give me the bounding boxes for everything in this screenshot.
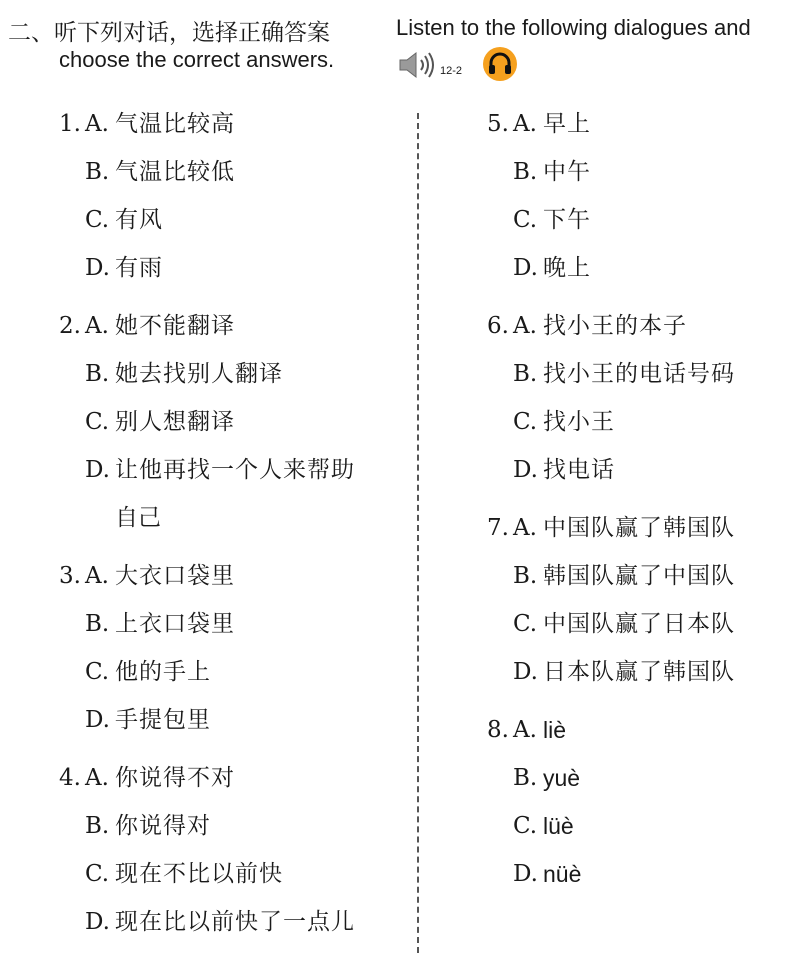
option-row[interactable] xyxy=(487,148,787,196)
option-text: 现在比以前快了一点儿 xyxy=(115,909,355,935)
option-letter: C. xyxy=(85,659,110,685)
option-row[interactable] xyxy=(487,600,787,648)
option-letter: A. xyxy=(85,111,109,137)
option-letter: D. xyxy=(85,457,110,483)
section-title-english-line2: choose the correct answers. xyxy=(59,47,335,72)
option-row[interactable] xyxy=(487,754,787,802)
option-row[interactable] xyxy=(59,100,409,148)
option-row[interactable] xyxy=(59,552,409,600)
question-number: 2. xyxy=(59,313,81,339)
column-divider xyxy=(417,113,419,953)
option-row[interactable] xyxy=(59,302,409,350)
option-row[interactable] xyxy=(59,754,409,802)
question-4 xyxy=(59,754,409,946)
option-text: 现在不比以前快 xyxy=(115,861,283,887)
option-text: 气温比较高 xyxy=(115,111,235,137)
option-text: 中国队赢了日本队 xyxy=(543,611,735,637)
section-header xyxy=(8,10,798,88)
track-number: 12-2 xyxy=(440,65,463,77)
option-letter: C. xyxy=(85,861,110,887)
question-7 xyxy=(487,504,787,696)
option-row[interactable] xyxy=(487,552,787,600)
option-row[interactable] xyxy=(487,244,787,292)
option-text: liè xyxy=(543,717,567,743)
option-letter: A. xyxy=(513,313,537,339)
option-letter: D. xyxy=(85,255,110,281)
left-column xyxy=(59,100,409,946)
option-text: 她去找别人翻译 xyxy=(115,361,283,387)
option-text: 有雨 xyxy=(115,255,163,281)
option-text: 中国队赢了韩国队 xyxy=(543,515,735,541)
option-text: 上衣口袋里 xyxy=(115,611,235,637)
option-letter: C. xyxy=(513,813,538,839)
option-row[interactable] xyxy=(59,398,409,446)
option-row-continuation[interactable] xyxy=(59,494,409,542)
option-letter: B. xyxy=(85,611,110,637)
option-row[interactable] xyxy=(487,648,787,696)
option-text: 找小王的本子 xyxy=(543,313,687,339)
option-text: 大衣口袋里 xyxy=(115,563,235,589)
speaker-icon[interactable] xyxy=(397,50,437,80)
option-row[interactable] xyxy=(59,196,409,244)
section-title-english-line1: Listen to the following dialogues and xyxy=(396,15,751,40)
option-letter: D. xyxy=(85,707,110,733)
option-letter: D. xyxy=(513,255,538,281)
option-letter: A. xyxy=(513,717,537,743)
option-letter: A. xyxy=(85,563,109,589)
option-text: 找小王的电话号码 xyxy=(543,361,735,387)
option-row[interactable] xyxy=(487,350,787,398)
question-6 xyxy=(487,302,787,494)
option-letter: B. xyxy=(85,813,110,839)
option-text: 他的手上 xyxy=(115,659,211,685)
option-text: 找电话 xyxy=(543,457,615,483)
option-row[interactable] xyxy=(487,850,787,898)
option-text: 韩国队赢了中国队 xyxy=(543,563,735,589)
option-letter: C. xyxy=(85,409,110,435)
question-number: 1. xyxy=(59,111,81,137)
question-number: 5. xyxy=(487,111,509,137)
question-number: 3. xyxy=(59,563,81,589)
option-letter: C. xyxy=(513,409,538,435)
option-row[interactable] xyxy=(487,504,787,552)
option-row[interactable] xyxy=(487,100,787,148)
question-8 xyxy=(487,706,787,898)
option-row[interactable] xyxy=(487,196,787,244)
option-text: 让他再找一个人来帮助 xyxy=(115,457,355,483)
option-letter: B. xyxy=(513,765,538,791)
option-text: 气温比较低 xyxy=(115,159,235,185)
option-row[interactable] xyxy=(59,696,409,744)
question-3 xyxy=(59,552,409,744)
option-letter: B. xyxy=(513,361,538,387)
option-text: nüè xyxy=(543,861,582,887)
option-text: yuè xyxy=(543,765,581,791)
option-letter: A. xyxy=(85,313,109,339)
option-letter: C. xyxy=(513,207,538,233)
option-letter: D. xyxy=(85,909,110,935)
option-text: 你说得对 xyxy=(115,813,211,839)
section-title-chinese: 二、听下列对话，选择正确答案 xyxy=(8,20,330,46)
option-row[interactable] xyxy=(59,244,409,292)
question-number: 4. xyxy=(59,765,81,791)
option-text: 别人想翻译 xyxy=(115,409,235,435)
option-text: 晚上 xyxy=(543,255,591,281)
option-text: 有风 xyxy=(115,207,163,233)
option-text: 中午 xyxy=(543,159,591,185)
option-text: 手提包里 xyxy=(115,707,211,733)
option-letter: C. xyxy=(513,611,538,637)
option-letter: D. xyxy=(513,861,538,887)
option-text-continuation: 自己 xyxy=(115,505,161,531)
question-5 xyxy=(487,100,787,292)
option-letter: A. xyxy=(513,515,537,541)
option-row[interactable] xyxy=(59,898,409,946)
option-row[interactable] xyxy=(59,350,409,398)
question-number: 6. xyxy=(487,313,509,339)
option-row[interactable] xyxy=(59,850,409,898)
option-letter: D. xyxy=(513,457,538,483)
audio-track[interactable] xyxy=(397,46,532,84)
option-row[interactable] xyxy=(59,446,409,494)
right-column xyxy=(487,100,787,898)
option-letter: A. xyxy=(513,111,537,137)
option-text: lüè xyxy=(543,813,574,839)
option-letter: B. xyxy=(85,159,110,185)
option-row[interactable] xyxy=(59,648,409,696)
option-letter: D. xyxy=(513,659,538,685)
option-text: 她不能翻译 xyxy=(115,313,235,339)
question-number: 7. xyxy=(487,515,509,541)
option-row[interactable] xyxy=(487,398,787,446)
option-row[interactable] xyxy=(59,802,409,850)
option-row[interactable] xyxy=(487,446,787,494)
option-text: 找小王 xyxy=(543,409,615,435)
option-letter: B. xyxy=(513,159,538,185)
option-text: 早上 xyxy=(543,111,591,137)
option-text: 日本队赢了韩国队 xyxy=(543,659,735,685)
option-text: 下午 xyxy=(543,207,591,233)
option-letter: B. xyxy=(513,563,538,589)
option-row[interactable] xyxy=(487,706,787,754)
option-row[interactable] xyxy=(487,302,787,350)
option-text: 你说得不对 xyxy=(115,765,235,791)
option-letter: A. xyxy=(85,765,109,791)
question-1 xyxy=(59,100,409,292)
option-letter: B. xyxy=(85,361,110,387)
option-letter: C. xyxy=(85,207,110,233)
headphones-icon[interactable] xyxy=(482,46,518,82)
option-row[interactable] xyxy=(59,600,409,648)
option-row[interactable] xyxy=(59,148,409,196)
question-number: 8. xyxy=(487,717,509,743)
question-2 xyxy=(59,302,409,542)
option-row[interactable] xyxy=(487,802,787,850)
